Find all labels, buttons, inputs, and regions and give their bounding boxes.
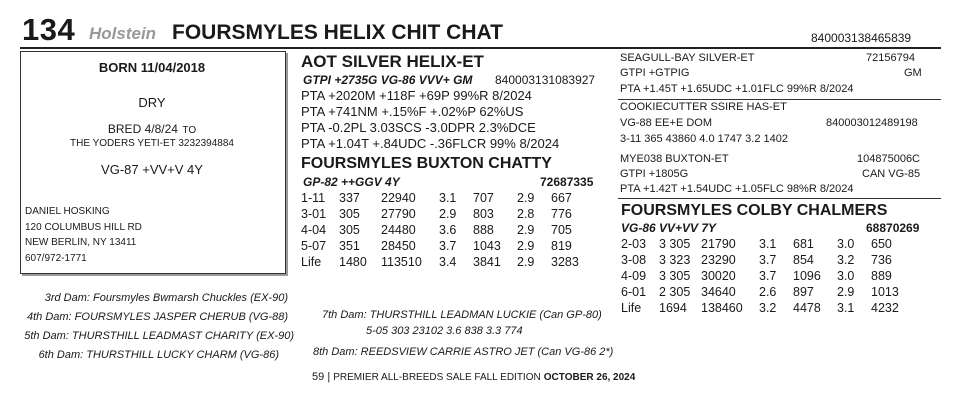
granddam-record-row xyxy=(621,236,915,252)
dam-of-sire-record: 3-11 365 43860 4.0 1747 3.2 1402 xyxy=(620,133,789,145)
dam-record-cell: 337 xyxy=(339,191,360,205)
granddam-record-cell: 4232 xyxy=(871,301,899,315)
sire-of-sire: SEAGULL-BAY SILVER-ET xyxy=(620,52,755,64)
bred-date: BRED 4/8/24 xyxy=(107,122,178,136)
fourth-dam: 4th Dam: FOURSMYLES JASPER CHERUB (VG-88) xyxy=(26,311,288,323)
sire-of-sire-gtpi: GTPI +GTPIG xyxy=(620,67,690,79)
granddam-record-cell: 3 305 xyxy=(659,237,691,251)
dam-record-row xyxy=(301,254,595,270)
dam-record-cell: 3-01 xyxy=(301,207,327,221)
sire-name: AOT SILVER HELIX-ET xyxy=(301,52,484,71)
owner-block xyxy=(25,204,142,266)
granddam-record-cell: 3 323 xyxy=(659,253,691,267)
seventh-dam: 7th Dam: THURSTHILL LEADMAN LUCKIE (Can GP-80) xyxy=(322,309,602,321)
granddam-record-cell: 3.2 xyxy=(837,253,855,267)
dam-record-cell: 819 xyxy=(551,239,572,253)
granddam-record-row xyxy=(621,284,915,300)
bred-info xyxy=(20,120,284,138)
dam-record-cell: 4-04 xyxy=(301,223,327,237)
owner-phone: 607/972-1771 xyxy=(25,252,87,264)
dam-record-cell: 803 xyxy=(473,207,494,221)
dam-record-row xyxy=(301,190,595,206)
granddam-record-cell: 3.0 xyxy=(837,269,855,283)
granddam-record-cell: 3.7 xyxy=(759,253,777,267)
dam-sire-gtpi: GTPI +1805G xyxy=(620,168,689,180)
dam-record-cell: 2.9 xyxy=(517,239,535,253)
divider xyxy=(618,99,941,100)
classification: VG-87 +VV+V 4Y xyxy=(101,162,203,177)
granddam-records xyxy=(621,236,915,316)
sire-pta-1: PTA +2020M +118F +69P 99%R 8/2024 xyxy=(301,88,532,103)
sire-pta-4: PTA +1.04T +.84UDC -.36FLCR 99% 8/2024 xyxy=(301,136,560,151)
granddam-record-cell: 3.1 xyxy=(837,301,855,315)
granddam-record-cell: 1096 xyxy=(793,269,821,283)
granddam-record-cell: 1694 xyxy=(659,301,687,315)
dam-sire-pta: PTA +1.42T +1.54UDC +1.05FLC 98%R 8/2024 xyxy=(620,183,854,195)
granddam-reg: 68870269 xyxy=(866,221,920,235)
granddam-record-row xyxy=(621,268,915,284)
footer xyxy=(312,371,635,383)
granddam-record-cell: 3 305 xyxy=(659,269,691,283)
granddam-record-cell: 3.7 xyxy=(759,269,777,283)
breed-label: Holstein xyxy=(89,24,157,43)
owner-name: DANIEL HOSKING xyxy=(25,206,110,217)
dam-record-cell: 1480 xyxy=(339,255,367,269)
granddam-class: VG-86 VV+VV 7Y xyxy=(621,221,717,235)
status: DRY xyxy=(138,95,166,110)
dam-record-cell: 1043 xyxy=(473,239,501,253)
dam-record-cell: 3.6 xyxy=(439,223,457,237)
sire-of-sire-reg: 72156794 xyxy=(866,52,915,64)
owner-street: 120 COLUMBUS HILL RD xyxy=(25,221,142,233)
dam-record-cell: 305 xyxy=(339,223,360,237)
dam-record-cell: 28450 xyxy=(381,239,416,253)
sire-pta-3: PTA -0.2PL 3.03SCS -3.0DPR 2.3%DCE xyxy=(301,120,536,135)
granddam-record-cell: 2.9 xyxy=(837,285,855,299)
sire-of-sire-pta: PTA +1.45T +1.65UDC +1.01FLC 99%R 8/2024 xyxy=(620,83,854,95)
animal-name: FOURSMYLES HELIX CHIT CHAT xyxy=(172,21,503,44)
sire-reg: 840003131083927 xyxy=(495,73,596,87)
granddam-name: FOURSMYLES COLBY CHALMERS xyxy=(621,202,888,219)
dam-record-cell: 22940 xyxy=(381,191,416,205)
dam-of-sire-reg: 840003012489198 xyxy=(826,117,918,129)
footer-separator: | xyxy=(327,371,331,383)
born-date: BORN 11/04/2018 xyxy=(98,60,206,75)
seventh-dam-record: 5-05 303 23102 3.6 838 3.3 774 xyxy=(366,325,523,337)
dam-of-sire-class: VG-88 EE+E DOM xyxy=(620,117,713,129)
dam-record-cell: 351 xyxy=(339,239,360,253)
third-dam: 3rd Dam: Foursmyles Bwmarsh Chuckles (EX-90) xyxy=(44,292,288,304)
dam-record-cell: 2.9 xyxy=(439,207,457,221)
granddam-record-cell: 23290 xyxy=(701,253,736,267)
granddam-record-cell: 4-09 xyxy=(621,269,647,283)
dam-record-cell: 24480 xyxy=(381,223,416,237)
dam-name: FOURSMYLES BUXTON CHATTY xyxy=(301,155,552,172)
page-number: 59 xyxy=(312,371,325,383)
fifth-dam: 5th Dam: THURSTHILL LEADMAST CHARITY (EX-90) xyxy=(24,330,294,342)
granddam-record-cell: 4478 xyxy=(793,301,821,315)
granddam-record-cell: 2.6 xyxy=(759,285,777,299)
dam-record-cell: 707 xyxy=(473,191,494,205)
dam-records xyxy=(301,190,595,270)
dam-record-cell: 2.8 xyxy=(517,207,535,221)
dam-sire-class: CAN VG-85 xyxy=(862,168,921,180)
granddam-record-cell: 650 xyxy=(871,237,892,251)
dam-record-cell: Life xyxy=(301,255,322,269)
granddam-record-row xyxy=(621,252,915,268)
dam-record-cell: 113510 xyxy=(381,255,422,269)
lot-number: 134 xyxy=(22,12,76,47)
dam-record-cell: 705 xyxy=(551,223,572,237)
edition-date: OCTOBER 26, 2024 xyxy=(543,372,636,383)
dam-record-cell: 5-07 xyxy=(301,239,327,253)
edition-name: PREMIER ALL-BREEDS SALE FALL EDITION xyxy=(333,372,541,383)
dam-record-cell: 1-11 xyxy=(301,191,326,205)
dam-sire-name: MYE038 BUXTON-ET xyxy=(620,153,729,165)
dam-record-cell: 667 xyxy=(551,191,572,205)
granddam-record-cell: 138460 xyxy=(701,301,743,315)
granddam-record-cell: 854 xyxy=(793,253,814,267)
dam-record-row xyxy=(301,238,595,254)
granddam-record-cell: 889 xyxy=(871,269,892,283)
bred-sire: THE YODERS YETI-ET 3232394884 xyxy=(70,138,234,149)
registration-number: 840003138465839 xyxy=(811,31,912,45)
dam-record-cell: 2.9 xyxy=(517,191,535,205)
granddam-record-cell: 897 xyxy=(793,285,814,299)
granddam-record-cell: 6-01 xyxy=(621,285,647,299)
granddam-record-cell: 736 xyxy=(871,253,892,267)
granddam-record-cell: 21790 xyxy=(701,237,736,251)
divider xyxy=(618,198,941,199)
dam-record-cell: 3.1 xyxy=(439,191,457,205)
granddam-record-cell: 2-03 xyxy=(621,237,647,251)
granddam-record-cell: 681 xyxy=(793,237,814,251)
dam-record-cell: 2.9 xyxy=(517,223,535,237)
sire-of-sire-gm: GM xyxy=(904,67,922,79)
sire-gtpi: GTPI +2735G VG-86 VVV+ GM xyxy=(303,73,473,87)
granddam-record-cell: Life xyxy=(621,301,642,315)
granddam-record-cell: 3.0 xyxy=(837,237,855,251)
dam-record-cell: 27790 xyxy=(381,207,416,221)
sire-pta-2: PTA +741NM +.15%F +.02%P 62%US xyxy=(301,104,524,119)
dam-record-cell: 3.7 xyxy=(439,239,457,253)
dam-of-sire: COOKIECUTTER SSIRE HAS-ET xyxy=(620,101,787,113)
dam-record-cell: 3.4 xyxy=(439,255,457,269)
dam-record-cell: 3283 xyxy=(551,255,579,269)
dam-sire-reg: 104875006C xyxy=(857,153,921,165)
eighth-dam: 8th Dam: REEDSVIEW CARRIE ASTRO JET (Can VG-86 2*) xyxy=(313,346,614,358)
granddam-record-cell: 3.2 xyxy=(759,301,777,315)
granddam-record-cell: 2 305 xyxy=(659,285,691,299)
dam-record-cell: 305 xyxy=(339,207,360,221)
dam-record-cell: 3841 xyxy=(473,255,501,269)
dam-record-row xyxy=(301,222,595,238)
granddam-record-cell: 3-08 xyxy=(621,253,647,267)
sixth-dam: 6th Dam: THURSTHILL LUCKY CHARM (VG-86) xyxy=(38,349,279,361)
granddam-record-cell: 1013 xyxy=(871,285,899,299)
dam-class: GP-82 ++GGV 4Y xyxy=(303,175,400,189)
dam-record-cell: 888 xyxy=(473,223,494,237)
granddam-record-cell: 3.1 xyxy=(759,237,777,251)
granddam-record-cell: 30020 xyxy=(701,269,736,283)
dam-record-cell: 2.9 xyxy=(517,255,535,269)
bred-to: TO xyxy=(182,125,197,136)
header-rule xyxy=(20,47,941,49)
granddam-record-cell: 34640 xyxy=(701,285,736,299)
dam-reg: 72687335 xyxy=(540,175,594,189)
dam-record-row xyxy=(301,206,595,222)
granddam-record-row xyxy=(621,300,915,316)
dam-record-cell: 776 xyxy=(551,207,572,221)
owner-city: NEW BERLIN, NY 13411 xyxy=(25,237,137,248)
